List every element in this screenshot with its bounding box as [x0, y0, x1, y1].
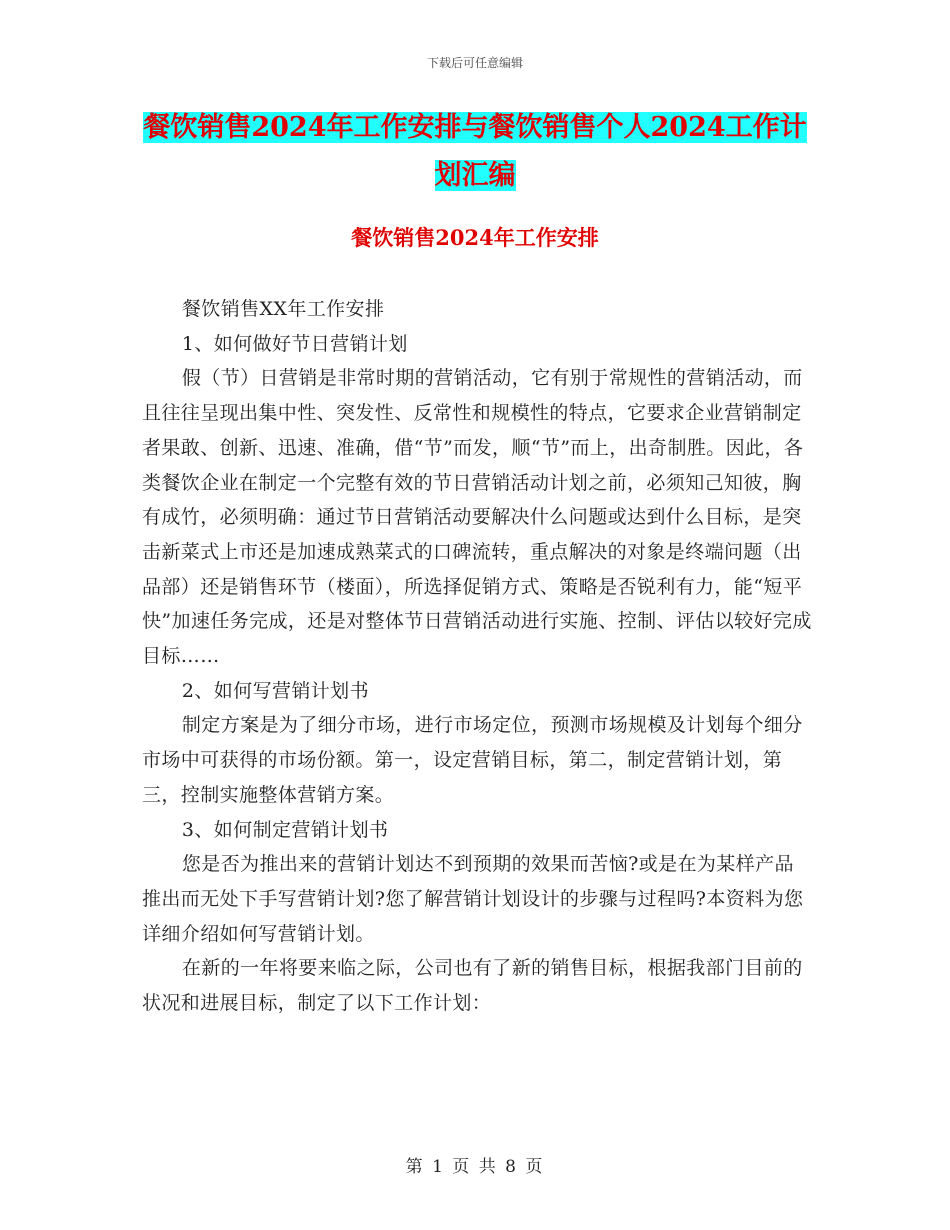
document-title: [140, 104, 810, 200]
paragraph: 餐饮销售XX年工作安排: [181, 298, 385, 320]
paragraph: 3、如何制定营销计划书: [181, 818, 389, 841]
paragraph: 1、如何做好节日营销计划: [181, 332, 408, 355]
document-title-text: 餐饮销售2024年工作安排与餐饮销售个人2024工作计划汇编: [143, 112, 807, 191]
section-title: 餐饮销售2024年工作安排: [351, 225, 599, 250]
paragraph: 制定方案是为了细分市场，进行市场定位，预测市场规模及计划每个细分市场中可获得的市场份额。第一，设定营销目标，第二，制定营销计划，第三，控制实施整体营销方案。: [142, 714, 803, 806]
page-footer: 第 1 页 共 8 页: [405, 1157, 545, 1177]
paragraph: 您是否为推出来的营销计划达不到预期的效果而苦恼?或是在为某样产品推出而无处下手写营销计划?您了解营销计划设计的步骤与过程吗?本资料为您详细介绍如何写营销计划。: [142, 853, 804, 945]
paragraph: 在新的一年将要来临之际，公司也有了新的销售目标，根据我部门目前的状况和进展目标，制定了以下工作计划：: [142, 957, 803, 1015]
paragraph: 假（节）日营销是非常时期的营销活动，它有别于常规性的营销活动，而且往往呈现出集中性、突发性、反常性和规模性的特点，它要求企业营销制定者果敢、创新、迅速、准确，借“节”而发，顺“节”而上，出奇制胜。因此，各类餐饮企业在制定一个完整有效的节日营销活动计划之前，必须知己知彼，胸有成竹，必须明确：通过节日营销活动要解决什么问题或达到什么目标，是突击新菜式上市还是加速成熟菜式的口碑流转，重点解决的对象是终端问题（出品部）还是销售环节（楼面），所选择促销方式、策略是否锐利有力，能“短平快”加速任务完成，还是对整体节日营销活动进行实施、控制、评估以较好完成目标……: [142, 367, 812, 668]
header-note: 下载后可任意编辑: [426, 56, 523, 70]
body-text: [142, 292, 812, 1021]
paragraph: 2、如何写营销计划书: [181, 679, 369, 702]
